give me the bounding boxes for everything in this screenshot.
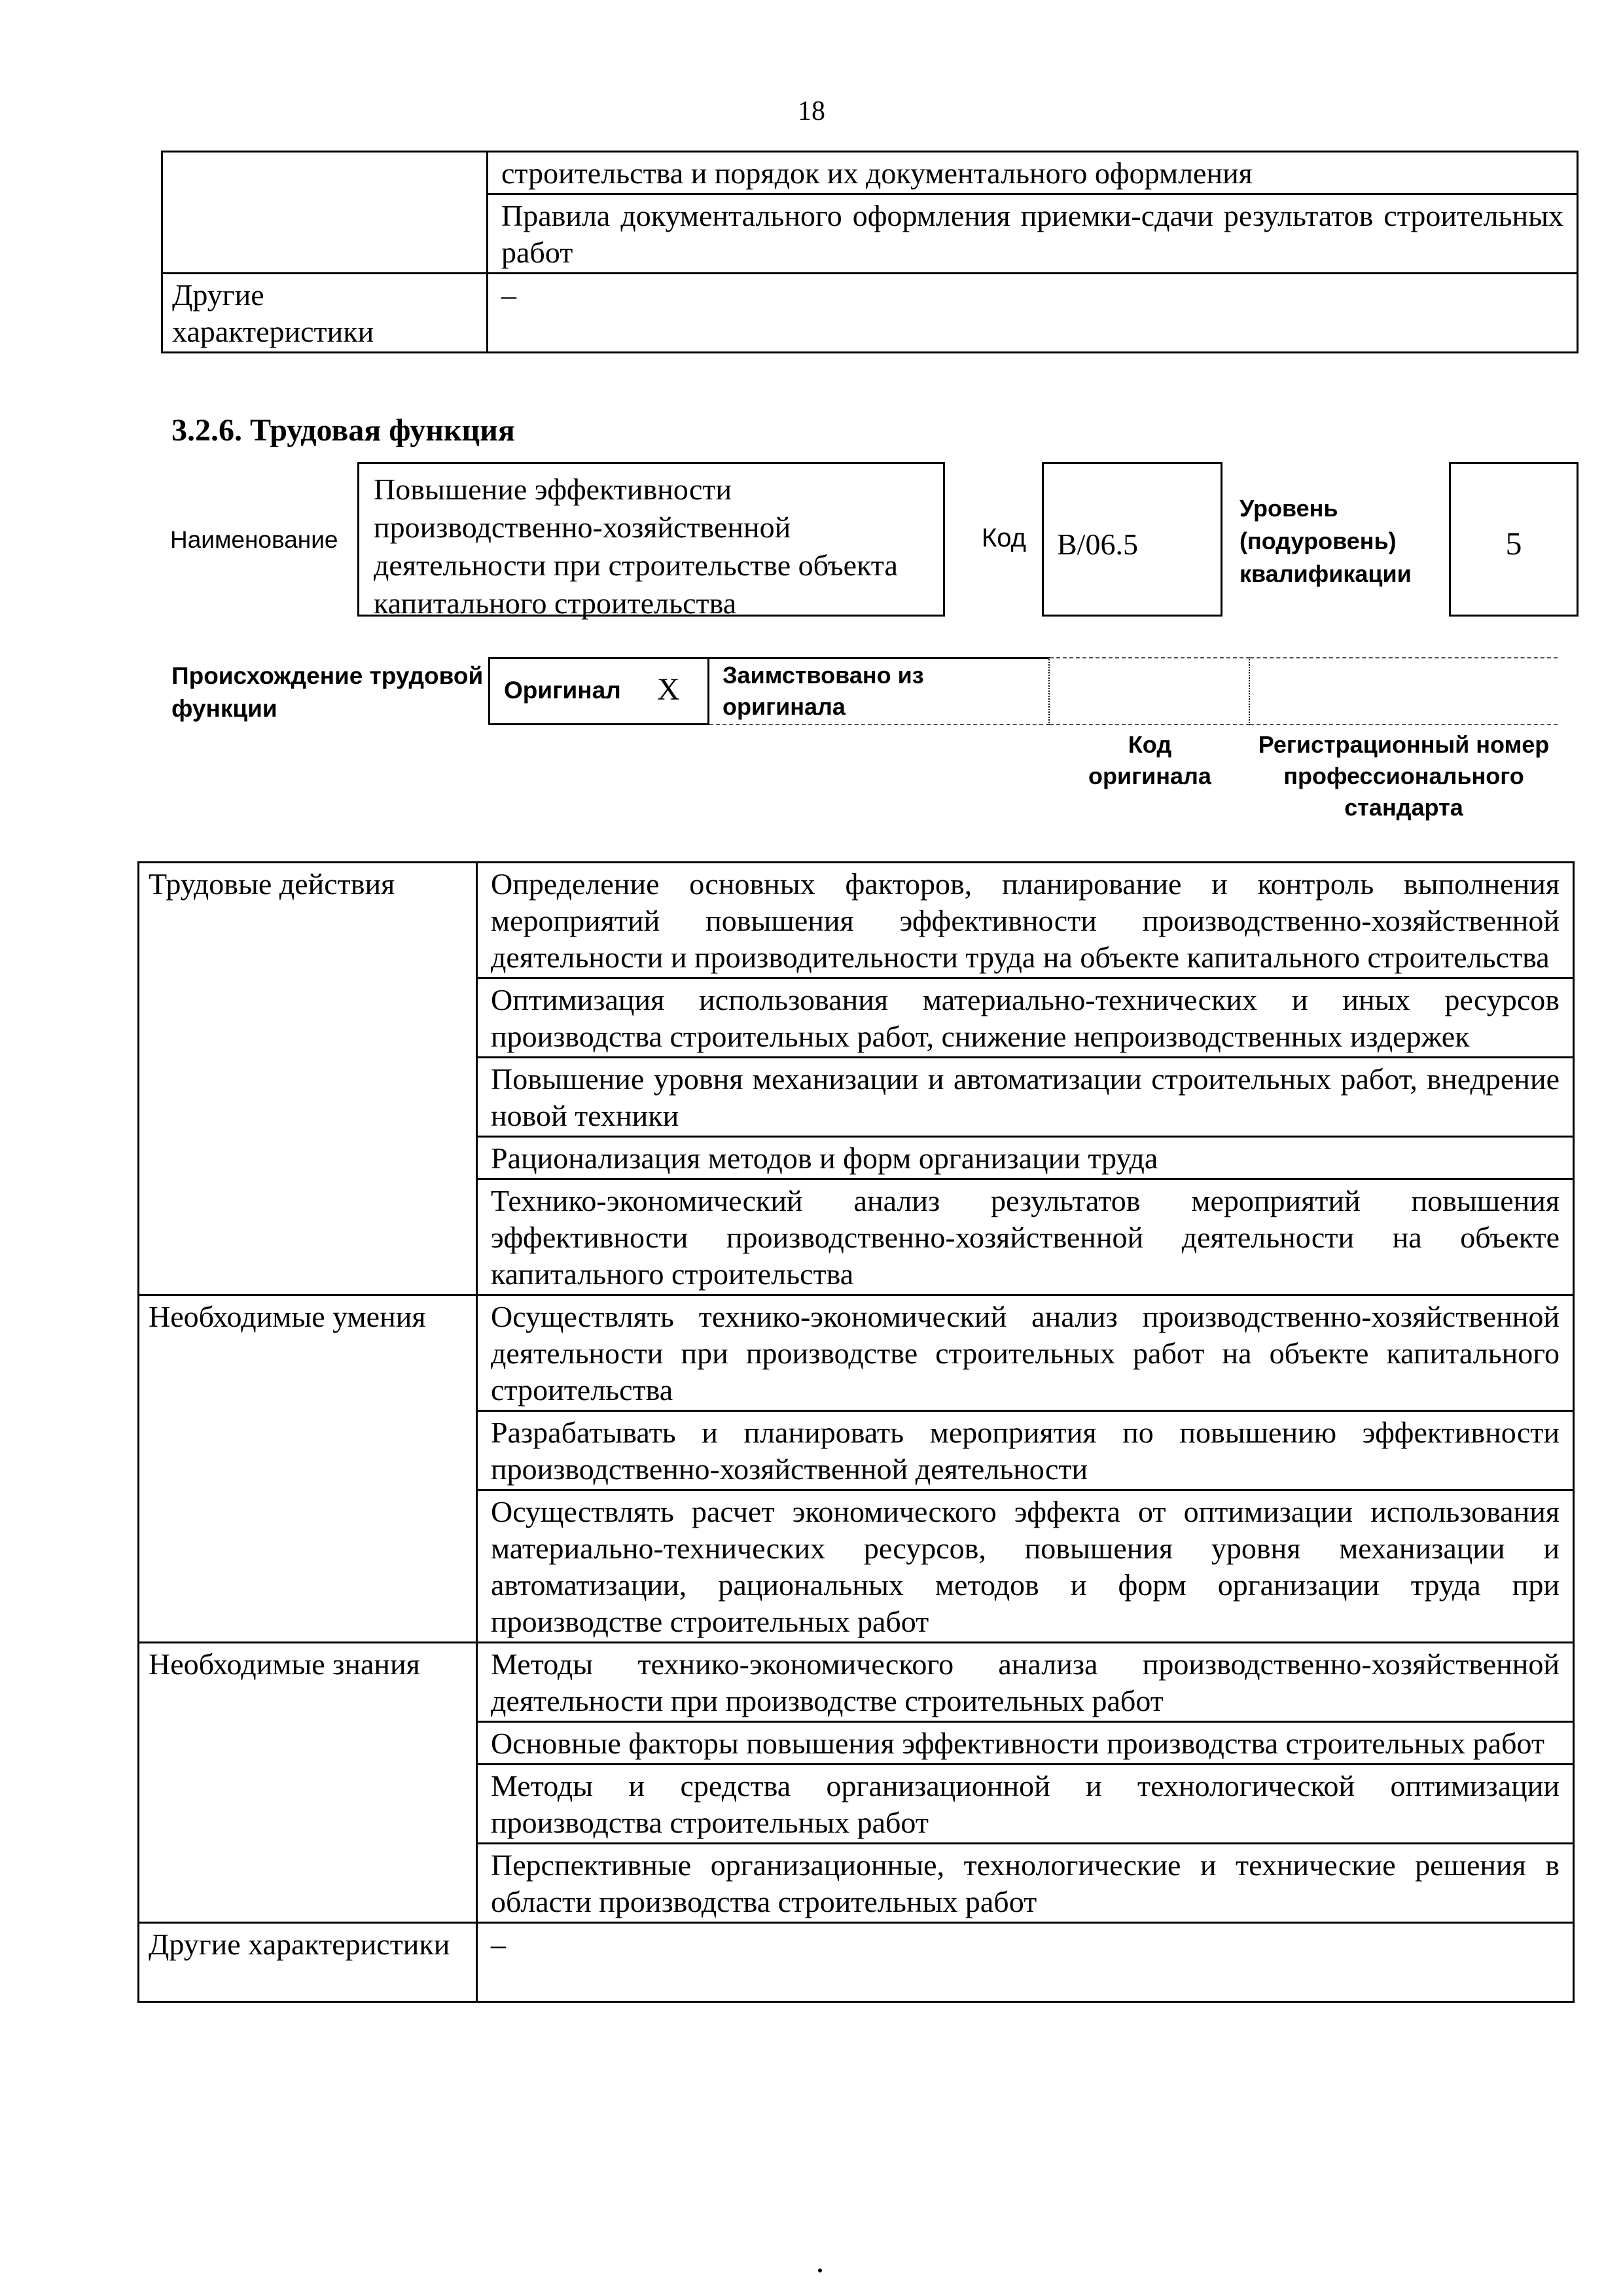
code-value-box: B/06.5 <box>1042 462 1222 617</box>
table-cell-text: Правила документального оформления приемки-сдачи результатов строительных работ <box>488 194 1578 274</box>
skills-label: Необходимые умения <box>139 1295 477 1643</box>
level-label-line: квалификации <box>1240 560 1412 587</box>
table-cell-label <box>162 152 488 274</box>
function-name-box: Повышение эффективности производственно-хозяйственной деятельности при строительстве объекта капитального строительства <box>357 462 945 617</box>
name-label: Наименование <box>170 526 338 553</box>
knowledge-item: Методы и средства организационной и технологической оптимизации производства строительных работ <box>477 1765 1574 1844</box>
actions-label: Трудовые действия <box>139 863 477 1295</box>
page-number: 18 <box>798 96 825 126</box>
table-row <box>139 863 1574 978</box>
code-label: Код <box>982 524 1027 552</box>
function-details-table <box>137 861 1575 2003</box>
table-row <box>139 1295 1574 1411</box>
knowledge-label: Необходимые знания <box>139 1643 477 1923</box>
borrowed-label <box>722 660 924 723</box>
registration-number-caption <box>1250 729 1558 823</box>
knowledge-item: Методы технико-экономического анализа производственно-хозяйственной деятельности при производстве строительных работ <box>477 1643 1574 1722</box>
level-label <box>1240 492 1412 590</box>
skill-item: Осуществлять расчет экономического эффекта от оптимизации использования материально-технических ресурсов, повышения уровня механизации и автоматизации, рациональных методов и форм организации труда при производстве строительных работ <box>477 1490 1574 1643</box>
action-item: Повышение уровня механизации и автоматизации строительных работ, внедрение новой техники <box>477 1058 1574 1137</box>
caption-line: Код <box>1128 731 1172 758</box>
table-row <box>162 274 1578 353</box>
origin-label <box>171 660 483 725</box>
borrowed-label-line: Заимствовано из <box>722 662 924 689</box>
other-label: Другие характеристики <box>139 1923 477 2002</box>
level-value-box: 5 <box>1449 462 1578 617</box>
skill-item: Осуществлять технико-экономический анализ производственно-хозяйственной деятельности при производстве строительных работ на объекте капитального строительства <box>477 1295 1574 1411</box>
caption-line: профессионального <box>1283 762 1524 789</box>
knowledge-item: Основные факторы повышения эффективности производства строительных работ <box>477 1722 1574 1765</box>
table-row <box>162 152 1578 194</box>
action-item: Оптимизация использования материально-технических и иных ресурсов производства строительных работ, снижение непроизводственных издержек <box>477 978 1574 1058</box>
table-cell-label: Другие характеристики <box>162 274 488 353</box>
level-label-line: Уровень <box>1240 495 1338 522</box>
caption-line: Регистрационный номер <box>1258 731 1550 758</box>
original-code-caption <box>1050 729 1250 792</box>
registration-number-cell <box>1250 657 1558 725</box>
table-row <box>139 1923 1574 2002</box>
skill-item: Разрабатывать и планировать мероприятия по повышению эффективности производственно-хозяйственной деятельности <box>477 1411 1574 1490</box>
action-item: Технико-экономический анализ результатов мероприятий повышения эффективности производственно-хозяйственной деятельности на объекте капитального строительства <box>477 1179 1574 1295</box>
other-value: – <box>477 1923 1574 2002</box>
action-item: Рационализация методов и форм организации труда <box>477 1137 1574 1179</box>
knowledge-item: Перспективные организационные, технологические и технические решения в области производства строительных работ <box>477 1844 1574 1923</box>
origin-label-line: функции <box>171 695 277 722</box>
original-code-cell <box>1050 657 1250 725</box>
footer-dot <box>818 2269 822 2272</box>
table-row <box>139 1643 1574 1722</box>
caption-line: оригинала <box>1088 762 1211 789</box>
original-mark: X <box>657 672 680 707</box>
borrowed-label-line: оригинала <box>722 693 846 720</box>
top-continuation-table <box>161 151 1578 353</box>
section-title: 3.2.6. Трудовая функция <box>171 413 515 448</box>
caption-line: стандарта <box>1344 794 1463 821</box>
table-cell-text: – <box>488 274 1578 353</box>
origin-label-line: Происхождение трудовой <box>171 662 484 689</box>
action-item: Определение основных факторов, планирование и контроль выполнения мероприятий повышения эффективности производственно-хозяйственной деятельности и производительности труда на объекте капитального строительства <box>477 863 1574 978</box>
level-label-line: (подуровень) <box>1240 528 1397 554</box>
table-cell-text: строительства и порядок их документального оформления <box>488 152 1578 194</box>
original-label: Оригинал <box>504 677 621 704</box>
